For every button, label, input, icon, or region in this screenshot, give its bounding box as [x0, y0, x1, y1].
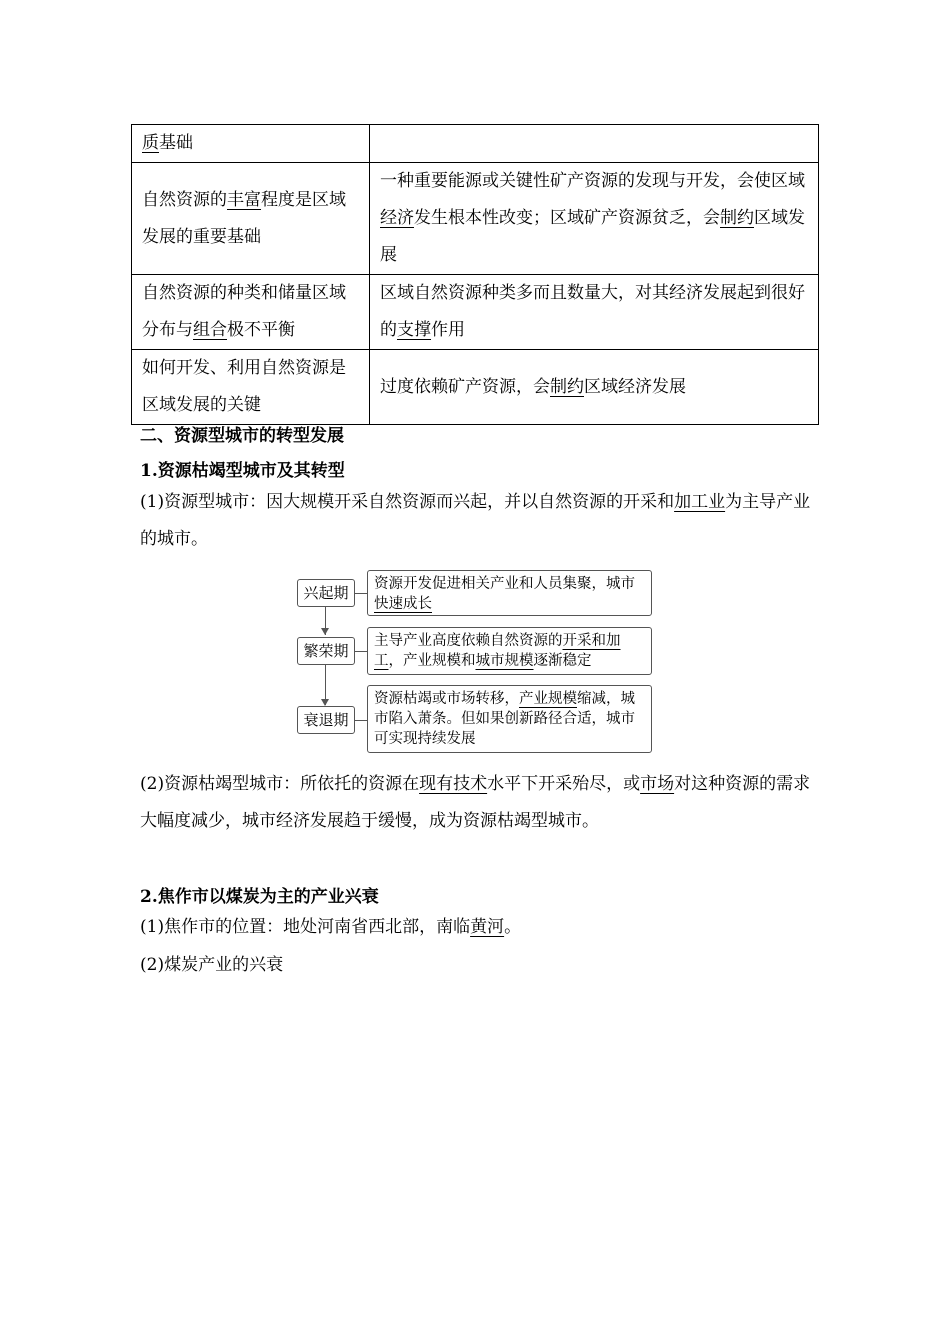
- text-run: 自然资源的种类和储量区域分布与: [142, 283, 346, 340]
- table-row: [132, 125, 819, 163]
- paragraph-jiaozuo-location: [140, 909, 820, 946]
- text-run: 资源开发促进相关产业和人员集聚，城市: [374, 576, 635, 592]
- text-run: 基础: [159, 133, 193, 153]
- underlined-term: 城市规模: [475, 653, 534, 669]
- stage-decline-desc: [367, 685, 652, 753]
- text-run: 如何开发、利用自然资源是区域发展的关键: [142, 358, 346, 415]
- table-cell-left: [132, 275, 370, 350]
- underlined-term: 经济: [380, 208, 414, 228]
- text-run: 极不平衡: [227, 320, 295, 340]
- text-run: 区域自然资源种类多而且数量大，对其经济发展起到很好的: [380, 283, 805, 340]
- underlined-term: 现有技术: [419, 774, 488, 794]
- underlined-term: 产业规模: [519, 691, 577, 707]
- text-run: 水平下开采殆尽，或: [487, 774, 641, 794]
- text-run: (2)煤炭产业的兴衰: [140, 955, 284, 975]
- text-run: (1)资源型城市：因大规模开采自然资源而兴起，并以自然资源的开采和: [140, 492, 675, 512]
- underlined-term: 加工业: [674, 492, 726, 512]
- table-cell-right: [370, 125, 819, 163]
- underlined-term: 质: [142, 133, 159, 153]
- section-heading: 二、资源型城市的转型发展: [140, 426, 344, 446]
- underlined-term: 支撑: [397, 320, 431, 340]
- text-run: 过度依赖矿产资源，会: [380, 376, 550, 397]
- stage-boom: 繁荣期: [297, 637, 355, 665]
- stage-rise-desc: [367, 570, 652, 616]
- table-cell-left: [132, 125, 370, 163]
- stage-decline: 衰退期: [297, 706, 355, 734]
- text-run: 缩减，城市陷入萧条。但如果创新路径合适，城市可实现持续发展: [374, 691, 635, 747]
- table-cell-right: [370, 163, 819, 275]
- underlined-term: 制约: [550, 376, 584, 397]
- underlined-term: 组合: [193, 320, 227, 340]
- paragraph-exhausted-city: [140, 766, 820, 840]
- arrow-down-icon: [321, 628, 329, 635]
- text-run: 程度是区域发展的重要基础: [142, 189, 346, 247]
- text-run: 资源枯竭或市场转移，: [374, 691, 519, 707]
- arrow-down-icon: [321, 699, 329, 706]
- paragraph-resource-city: [140, 484, 820, 558]
- connector-line: [354, 720, 367, 721]
- text-run: 作用: [431, 320, 465, 340]
- table-cell-left: [132, 350, 370, 425]
- paragraph-coal-industry: [140, 947, 820, 984]
- table-cell-right: [370, 350, 819, 425]
- underlined-term: 开采和加工: [374, 633, 621, 669]
- connector-line: [354, 593, 367, 594]
- underlined-term: 制约: [720, 208, 754, 228]
- table-cell-right: [370, 275, 819, 350]
- resource-table: [131, 124, 819, 425]
- text-run: 。: [504, 917, 522, 937]
- text-run: (2)资源枯竭型城市：所依托的资源在: [140, 774, 420, 794]
- text-run: 一种重要能源或关键性矿产资源的发现与开发，会使区域: [380, 171, 805, 191]
- table-row: [132, 275, 819, 350]
- text-run: 区域经济发展: [584, 376, 686, 397]
- stage-rise: 兴起期: [297, 579, 355, 607]
- text-run: 主导产业高度依赖自然资源的: [374, 633, 563, 649]
- stage-boom-desc: [367, 627, 652, 675]
- text-run: 逐渐稳定: [533, 653, 592, 669]
- underlined-term: 快速成长: [374, 596, 432, 612]
- table-row: [132, 163, 819, 275]
- text-run: 对这种资源的需求大幅度减少，城市经济发展趋于缓慢，成为资源枯竭型城市。: [140, 774, 811, 831]
- underlined-term: 黄河: [470, 917, 505, 937]
- text-run: 自然资源的: [142, 189, 227, 210]
- text-run: (1)焦作市的位置：地处河南省西北部，南临: [140, 917, 471, 937]
- text-run: 为主导产业的城市。: [140, 492, 811, 549]
- table-row: [132, 350, 819, 425]
- underlined-term: 市场: [640, 774, 675, 794]
- text-run: 区域发展: [380, 208, 805, 265]
- subsection-heading: 2.焦作市以煤炭为主的产业兴衰: [140, 887, 379, 907]
- underlined-term: 丰富: [227, 189, 261, 210]
- table-cell-left: [132, 163, 370, 275]
- text-run: ，产业规模和: [388, 653, 476, 669]
- connector-line: [354, 651, 367, 652]
- text-run: 发生根本性改变；区域矿产资源贫乏，会: [414, 208, 720, 228]
- subsection-heading: 1.资源枯竭型城市及其转型: [140, 461, 345, 481]
